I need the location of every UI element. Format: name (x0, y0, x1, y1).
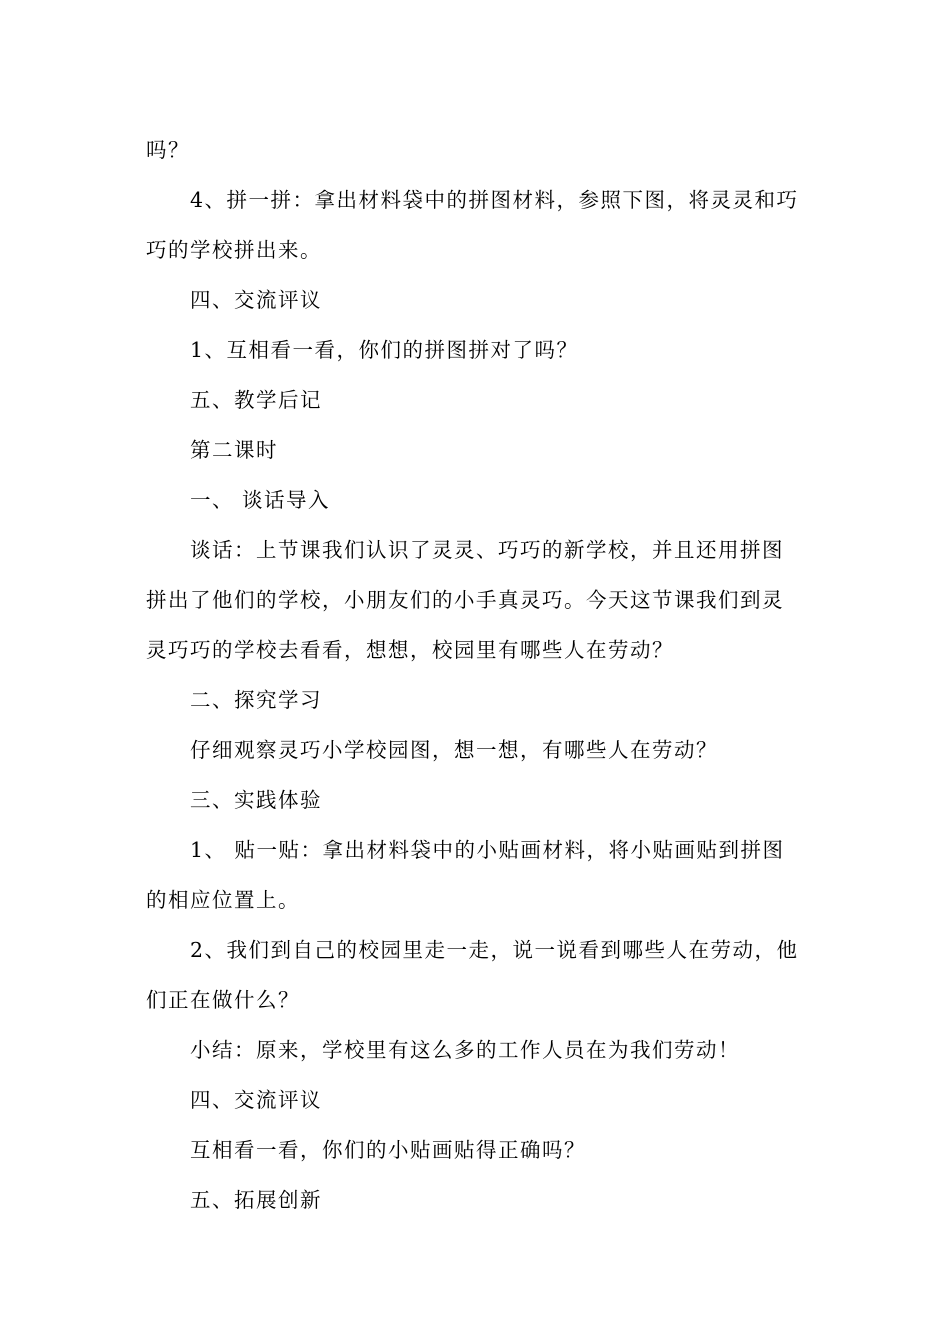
text-line: 互相看一看，你们的小贴画贴得正确吗？ (190, 1138, 586, 1162)
section-heading: 四、交流评议 (190, 1088, 322, 1112)
text-line: 仔细观察灵巧小学校园图，想一想，有哪些人在劳动？ (190, 738, 718, 762)
text-line: 灵巧巧的学校去看看，想想，校园里有哪些人在劳动？ (146, 638, 674, 662)
text-line: 吗？ (146, 138, 190, 162)
text-line: 2、我们到自己的校园里走一走，说一说看到哪些人在劳动，他 (190, 938, 799, 962)
text-line: 4、拼一拼：拿出材料袋中的拼图材料，参照下图，将灵灵和巧 (190, 188, 799, 212)
section-heading: 一、 谈话导入 (190, 488, 331, 512)
section-heading: 二、探究学习 (190, 688, 322, 712)
text-line: 巧的学校拼出来。 (146, 238, 322, 262)
section-heading: 五、拓展创新 (190, 1188, 322, 1212)
text-line: 1、互相看一看，你们的拼图拼对了吗？ (190, 338, 579, 362)
section-heading: 三、实践体验 (190, 788, 322, 812)
text-line: 们正在做什么？ (146, 988, 300, 1012)
text-line: 的相应位置上。 (146, 888, 300, 912)
text-line: 拼出了他们的学校，小朋友们的小手真灵巧。今天这节课我们到灵 (146, 588, 784, 612)
text-line: 1、 贴一贴：拿出材料袋中的小贴画材料，将小贴画贴到拼图 (190, 838, 785, 862)
text-line: 谈话：上节课我们认识了灵灵、巧巧的新学校，并且还用拼图 (190, 538, 784, 562)
section-heading: 五、教学后记 (190, 388, 322, 412)
section-heading: 四、交流评议 (190, 288, 322, 312)
lesson-heading: 第二课时 (190, 438, 278, 462)
text-line: 小结：原来，学校里有这么多的工作人员在为我们劳动！ (190, 1038, 740, 1062)
